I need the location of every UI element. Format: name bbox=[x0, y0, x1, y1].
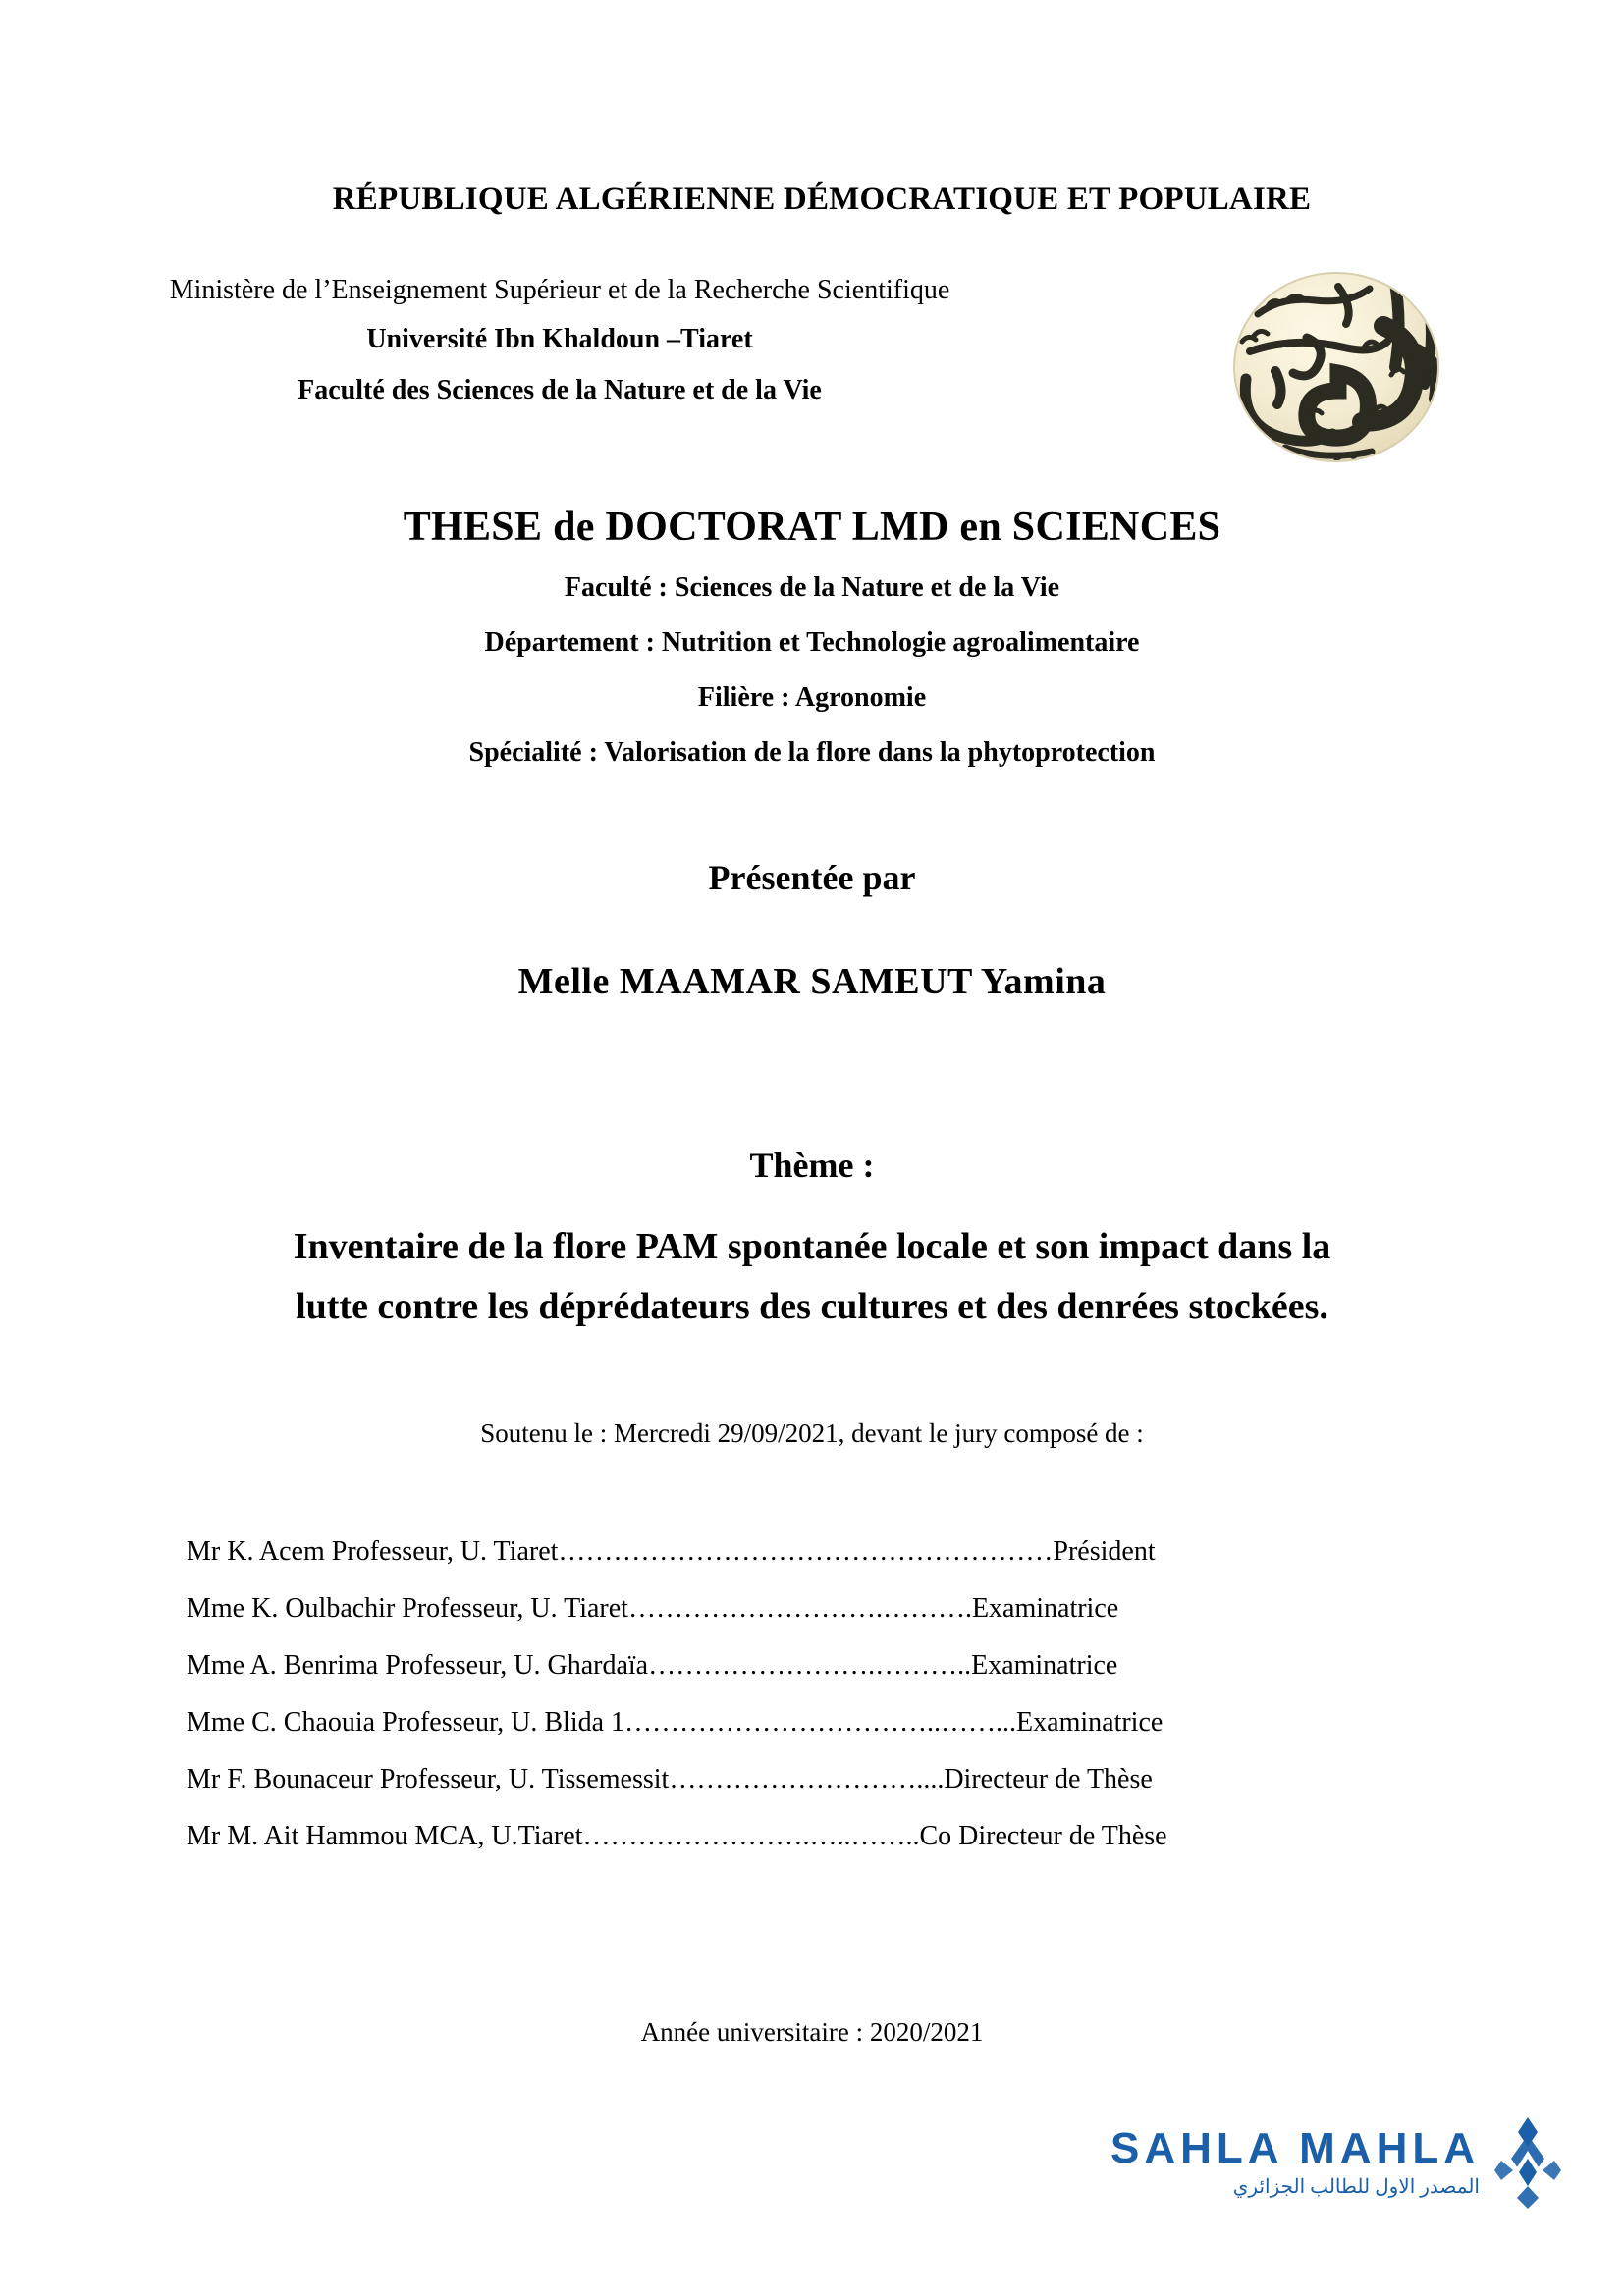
author-name: Melle MAAMAR SAMEUT Yamina bbox=[517, 961, 1107, 1002]
defense-date-line: Soutenu le : Mercredi 29/09/2021, devant le jury composé de : bbox=[480, 1418, 1144, 1448]
jury-row bbox=[187, 1593, 1438, 1650]
presented-by-label: Présentée par bbox=[708, 858, 916, 897]
program-details-block bbox=[0, 574, 1624, 767]
jury-member-name: Mme K. Oulbachir Professeur, U. Tiaret bbox=[187, 1593, 628, 1624]
thesis-title bbox=[157, 1217, 1467, 1337]
jury-row bbox=[187, 1707, 1438, 1764]
jury-leader-dots: …………………….…..…….. bbox=[582, 1821, 920, 1851]
jury-member-role: Président bbox=[1053, 1536, 1156, 1567]
jury-member-name: Mme C. Chaouia Professeur, U. Blida 1 bbox=[187, 1707, 625, 1737]
jury-member-name: Mme A. Benrima Professeur, U. Ghardaïa bbox=[187, 1650, 649, 1681]
watermark-row bbox=[1095, 2115, 1566, 2210]
jury-member-name: Mr M. Ait Hammou MCA, U.Tiaret bbox=[187, 1821, 583, 1851]
program-faculty: Faculté : Sciences de la Nature et de la Vie bbox=[564, 572, 1060, 603]
thesis-title-line-2: lutte contre les déprédateurs des cultures et des denrées stockées. bbox=[296, 1285, 1328, 1327]
institution-block bbox=[0, 277, 1119, 404]
jury-leader-dots: …………………….……….. bbox=[648, 1650, 972, 1681]
jury-leader-dots: ……………………………………………… bbox=[558, 1536, 1054, 1567]
jury-row bbox=[187, 1536, 1438, 1593]
thesis-type-heading: THESE de DOCTORAT LMD en SCIENCES bbox=[403, 505, 1221, 550]
university-logo-icon bbox=[1191, 257, 1476, 473]
watermark-subtitle: المصدر الاول للطالب الجزائري bbox=[1232, 2175, 1480, 2198]
jury-member-role: Examinatrice bbox=[971, 1593, 1119, 1624]
jury-member-name: Mr K. Acem Professeur, U. Tiaret bbox=[187, 1536, 559, 1567]
jury-member-role: Co Directeur de Thèse bbox=[919, 1821, 1167, 1851]
jury-list bbox=[187, 1536, 1438, 1878]
theme-label: Thème : bbox=[749, 1146, 875, 1185]
jury-member-role: Examinatrice bbox=[1016, 1707, 1164, 1737]
jury-member-role: Directeur de Thèse bbox=[944, 1764, 1153, 1794]
jury-leader-dots: ……………………….... bbox=[669, 1764, 945, 1794]
republic-heading: RÉPUBLIQUE ALGÉRIENNE DÉMOCRATIQUE ET POPULAIRE bbox=[332, 182, 1312, 217]
jury-member-role: Examinatrice bbox=[971, 1650, 1118, 1681]
watermark-text-column bbox=[1110, 2126, 1480, 2198]
ministry-line: Ministère de l’Enseignement Supérieur et de la Recherche Scientifique bbox=[169, 275, 950, 305]
university-line: Université Ibn Khaldoun –Tiaret bbox=[366, 324, 753, 354]
sahla-mahla-logo-icon bbox=[1489, 2115, 1566, 2210]
program-specialite: Spécialité : Valorisation de la flore dans la phytoprotection bbox=[468, 737, 1156, 768]
thesis-title-line-1: Inventaire de la flore PAM spontanée locale et son impact dans la bbox=[293, 1226, 1331, 1267]
jury-row bbox=[187, 1764, 1438, 1821]
university-logo bbox=[1191, 257, 1476, 473]
program-filiere: Filière : Agronomie bbox=[697, 682, 927, 713]
watermark-title: SAHLA MAHLA bbox=[1110, 2124, 1480, 2173]
jury-leader-dots: ……………………….………. bbox=[627, 1593, 972, 1624]
sahla-mahla-watermark bbox=[1095, 2115, 1566, 2233]
faculty-line: Faculté des Sciences de la Nature et de la Vie bbox=[298, 375, 822, 405]
jury-row bbox=[187, 1821, 1438, 1878]
academic-year-line: Année universitaire : 2020/2021 bbox=[640, 2017, 984, 2047]
jury-row bbox=[187, 1650, 1438, 1707]
jury-leader-dots: ……………………………..……... bbox=[624, 1707, 1017, 1737]
program-department: Département : Nutrition et Technologie agroalimentaire bbox=[484, 627, 1140, 658]
jury-member-name: Mr F. Bounaceur Professeur, U. Tissemessit bbox=[187, 1764, 670, 1794]
